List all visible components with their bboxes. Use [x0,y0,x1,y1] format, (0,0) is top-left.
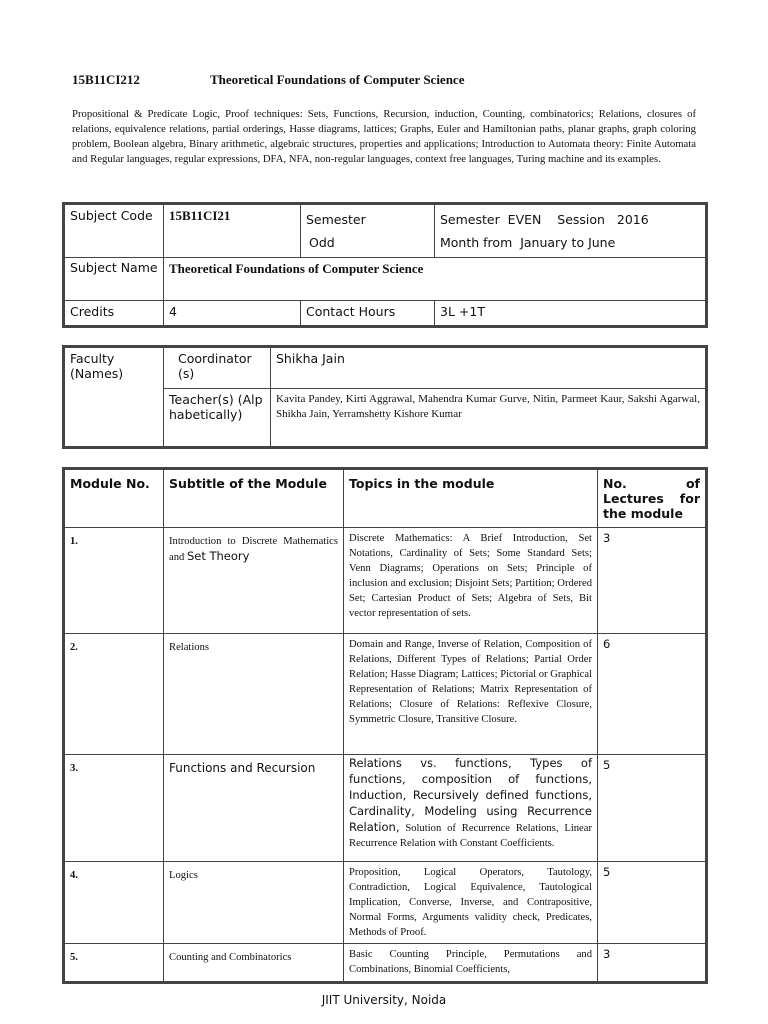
table-row [65,944,706,982]
month-range: Month from January to June [440,235,616,250]
table-row [65,634,706,755]
module-lectures: 6 [598,634,706,755]
faculty-table [64,347,706,447]
semester-value: Odd [309,235,335,250]
subject-name-label: Subject Name [65,258,164,301]
module-no-header: Module No. [65,470,164,528]
subject-code-label: Subject Code [65,205,164,258]
modules-header-row [65,470,706,528]
module-topics: Proposition, Logical Operators, Tautology, Contradiction, Logical Equivalence, Tautological Implication, Converse, Inverse, and Contrapositive, Normal Forms, Arguments validity check, Predicates, Methods of Proof. [344,862,598,944]
module-topics: Domain and Range, Inverse of Relation, Composition of Relations, Different Types of Relations; Partial Order Relation; Hasse Diagram; Lattices; Pictorial or Graphical Representation of Relations; Matrix Representation of Relations; Closure of Relations: Reflexive Closure, Symmetric Closure, Transitive Closure. [344,634,598,755]
module-subtitle-part: Set Theory [186,549,250,563]
module-subtitle: Logics [164,862,344,944]
teachers-value: Kavita Pandey, Kirti Aggrawal, Mahendra Kumar Gurve, Nitin, Parmeet Kaur, Sakshi Agarwal, Shikha Jain, Yerramshetty Kishore Kumar [271,389,706,447]
subject-code-value: 15B11CI21 [164,205,301,258]
module-lectures-header: No. of Lectures for the module [598,470,706,528]
module-lectures: 3 [598,944,706,982]
module-subtitle [164,528,344,634]
module-topics-part: Relations vs. functions, Types of functions, composition of functions, Induction, Recursively defined functions, Cardinality, Modeling using Recurrence Relation, [349,756,592,834]
contact-hours-value: 3L +1T [435,301,706,326]
module-topics-part: Solution of Recurrence Relations, Linear Recurrence Relation with Constant Coefficients. [349,823,592,849]
semester-label: Semester [306,212,366,227]
module-number: 2. [65,634,164,755]
module-lectures: 3 [598,528,706,634]
credits-label: Credits [65,301,164,326]
session-cell [435,205,706,258]
subject-name-value: Theoretical Foundations of Computer Science [164,258,706,301]
course-code: 15B11CI212 [72,72,140,87]
module-subtitle-header: Subtitle of the Module [164,470,344,528]
module-subtitle-part: Introduction to Discrete Mathematics and [169,536,338,563]
credits-value: 4 [164,301,301,326]
table-row [65,528,706,634]
module-subtitle: Counting and Combinatorics [164,944,344,982]
coordinator-label: Coordinator(s) [164,348,271,389]
table-row [65,755,706,862]
contact-hours-label: Contact Hours [301,301,435,326]
module-lectures: 5 [598,862,706,944]
module-number: 5. [65,944,164,982]
module-number: 3. [65,755,164,862]
faculty-label: Faculty (Names) [65,348,164,447]
semester-session: Semester EVEN Session 2016 [440,212,649,227]
coordinator-value: Shikha Jain [271,348,706,389]
course-header [72,72,464,88]
course-title: Theoretical Foundations of Computer Science [210,72,465,87]
module-topics: Basic Counting Principle, Permutations and Combinations, Binomial Coefficients, [344,944,598,982]
module-lectures: 5 [598,755,706,862]
course-abstract: Propositional & Predicate Logic, Proof techniques: Sets, Functions, Recursion, induction, Counting, combinatorics; Relations, closures of relations, equivalence relations, partial orderings, Hasse diagrams, lattices; Graphs, Euler and Hamiltonian paths, planar graphs, graph coloring problem, Boolean algebra, Binary arithmetic, algebraic structures, properties and applications; Introduction to Automata theory: Finite Automata and Regular languages, regular expressions, DFA, NFA, non-regular languages, context free languages, Turing machine and its examples. [72,108,696,165]
semester-cell [301,205,435,258]
table-row [65,862,706,944]
subject-info-table [64,204,706,326]
module-number: 4. [65,862,164,944]
module-subtitle: Relations [164,634,344,755]
module-number: 1. [65,528,164,634]
module-topics-header: Topics in the module [344,470,598,528]
page-footer: JIIT University, Noida [321,993,447,1007]
teachers-label: Teacher(s) (Alphabetically) [164,389,271,447]
module-topics: Discrete Mathematics: A Brief Introduction, Set Notations, Cardinality of Sets; Some Standard Sets; Venn Diagrams; Operations on Sets; Principle of inclusion and exclusion; Disjoint Sets; Partition; Ordered Set; Cartesian Product of Sets; Algebra of Sets, Bit vector representation of sets. [344,528,598,634]
module-subtitle: Functions and Recursion [164,755,344,862]
modules-table [64,469,706,982]
module-topics [344,755,598,862]
